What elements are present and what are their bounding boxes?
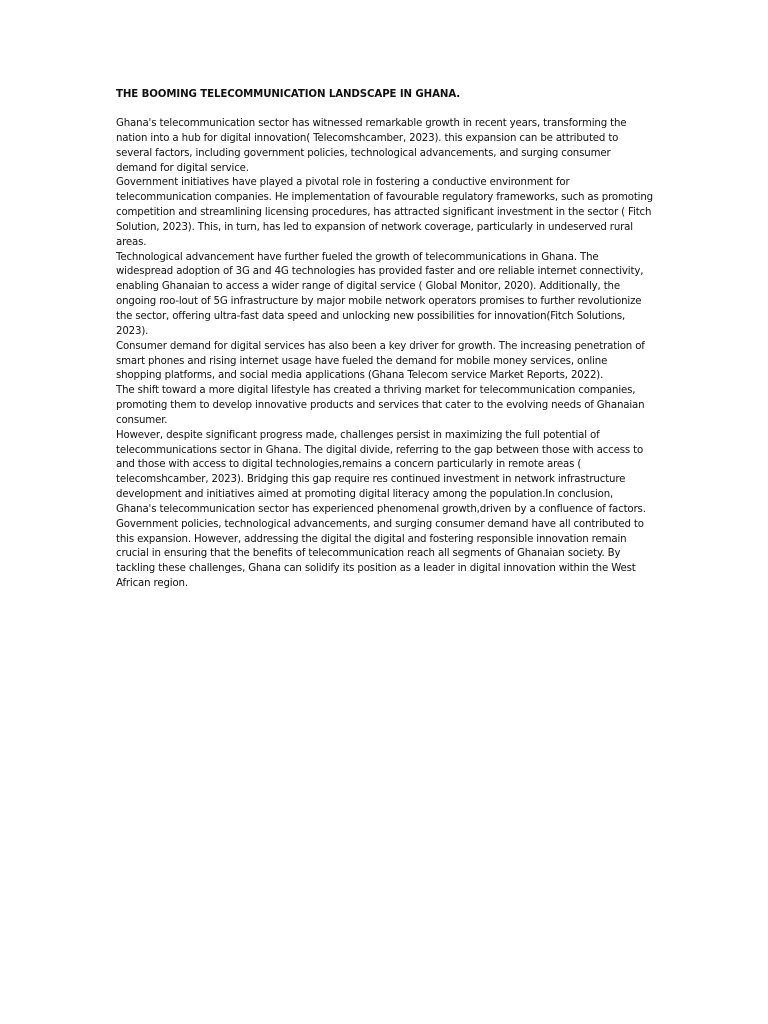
- paragraph-intro: Ghana's telecommunication sector has witnessed remarkable growth in recent years, transforming the nation into a hub for digital innovation( Telecomshcamber, 2023). this expansion can be attributed to several factors, including government policies, technological advancements, and surging consumer demand for digital service.: [116, 118, 627, 174]
- paragraph-challenges-conclusion: However, despite significant progress made, challenges persist in maximizing the full potential of telecommunications sector in Ghana. The digital divide, referring to the gap between those with access to and those with access to digital technologies,remains a concern particularly in remote areas ( telecomshcamber, 2023). Bridging this gap require res continued investment in network infrastructure development and initiatives aimed at promoting digital literacy among the population.In conclusion, Ghana's telecommunication sector has experienced phenomenal growth,driven by a confluence of factors. Government policies, technological advancements, and surging consumer demand have all contributed to this expansion. However, addressing the digital the digital and fostering responsible innovation remain crucial in ensuring that the benefits of telecommunication reach all segments of Ghanaian society. By tackling these challenges, Ghana can solidify its position as a leader in digital innovation within the West African region.: [116, 429, 646, 590]
- document-page: [116, 87, 654, 592]
- paragraph-government-initiatives: Government initiatives have played a pivotal role in fostering a conductive environment for telecommunication companies. He implementation of favourable regulatory frameworks, such as promoting competition and streamlining licensing procedures, has attracted significant investment in the sector ( Fitch Solution, 2023). This, in turn, has led to expansion of network coverage, particularly in undeserved rural areas.: [116, 177, 653, 248]
- document-title: THE BOOMING TELECOMMUNICATION LANDSCAPE IN GHANA.: [116, 89, 461, 100]
- paragraph-consumer-demand: Consumer demand for digital services has also been a key driver for growth. The increasing penetration of smart phones and rising internet usage have fueled the demand for mobile money services, online shopping platforms, and social media applications (Ghana Telecom service Market Reports, 2022).: [116, 340, 645, 382]
- paragraph-technological-advancement: Technological advancement have further fueled the growth of telecommunications in Ghana. The widespread adoption of 3G and 4G technologies has provided faster and ore reliable internet connectivity, enabling Ghanaian to access a wider range of digital service ( Global Monitor, 2020). Additionally, the ongoing roo-lout of 5G infrastructure by major mobile network operators promises to further revolutionize the sector, offering ultra-fast data speed and unlocking new possibilities for innovation(Fitch Solutions, 2023).: [116, 251, 644, 337]
- paragraph-digital-lifestyle: The shift toward a more digital lifestyle has created a thriving market for telecommunication companies, promoting them to develop innovative products and services that cater to the evolving needs of Ghanaian consumer.: [116, 385, 645, 426]
